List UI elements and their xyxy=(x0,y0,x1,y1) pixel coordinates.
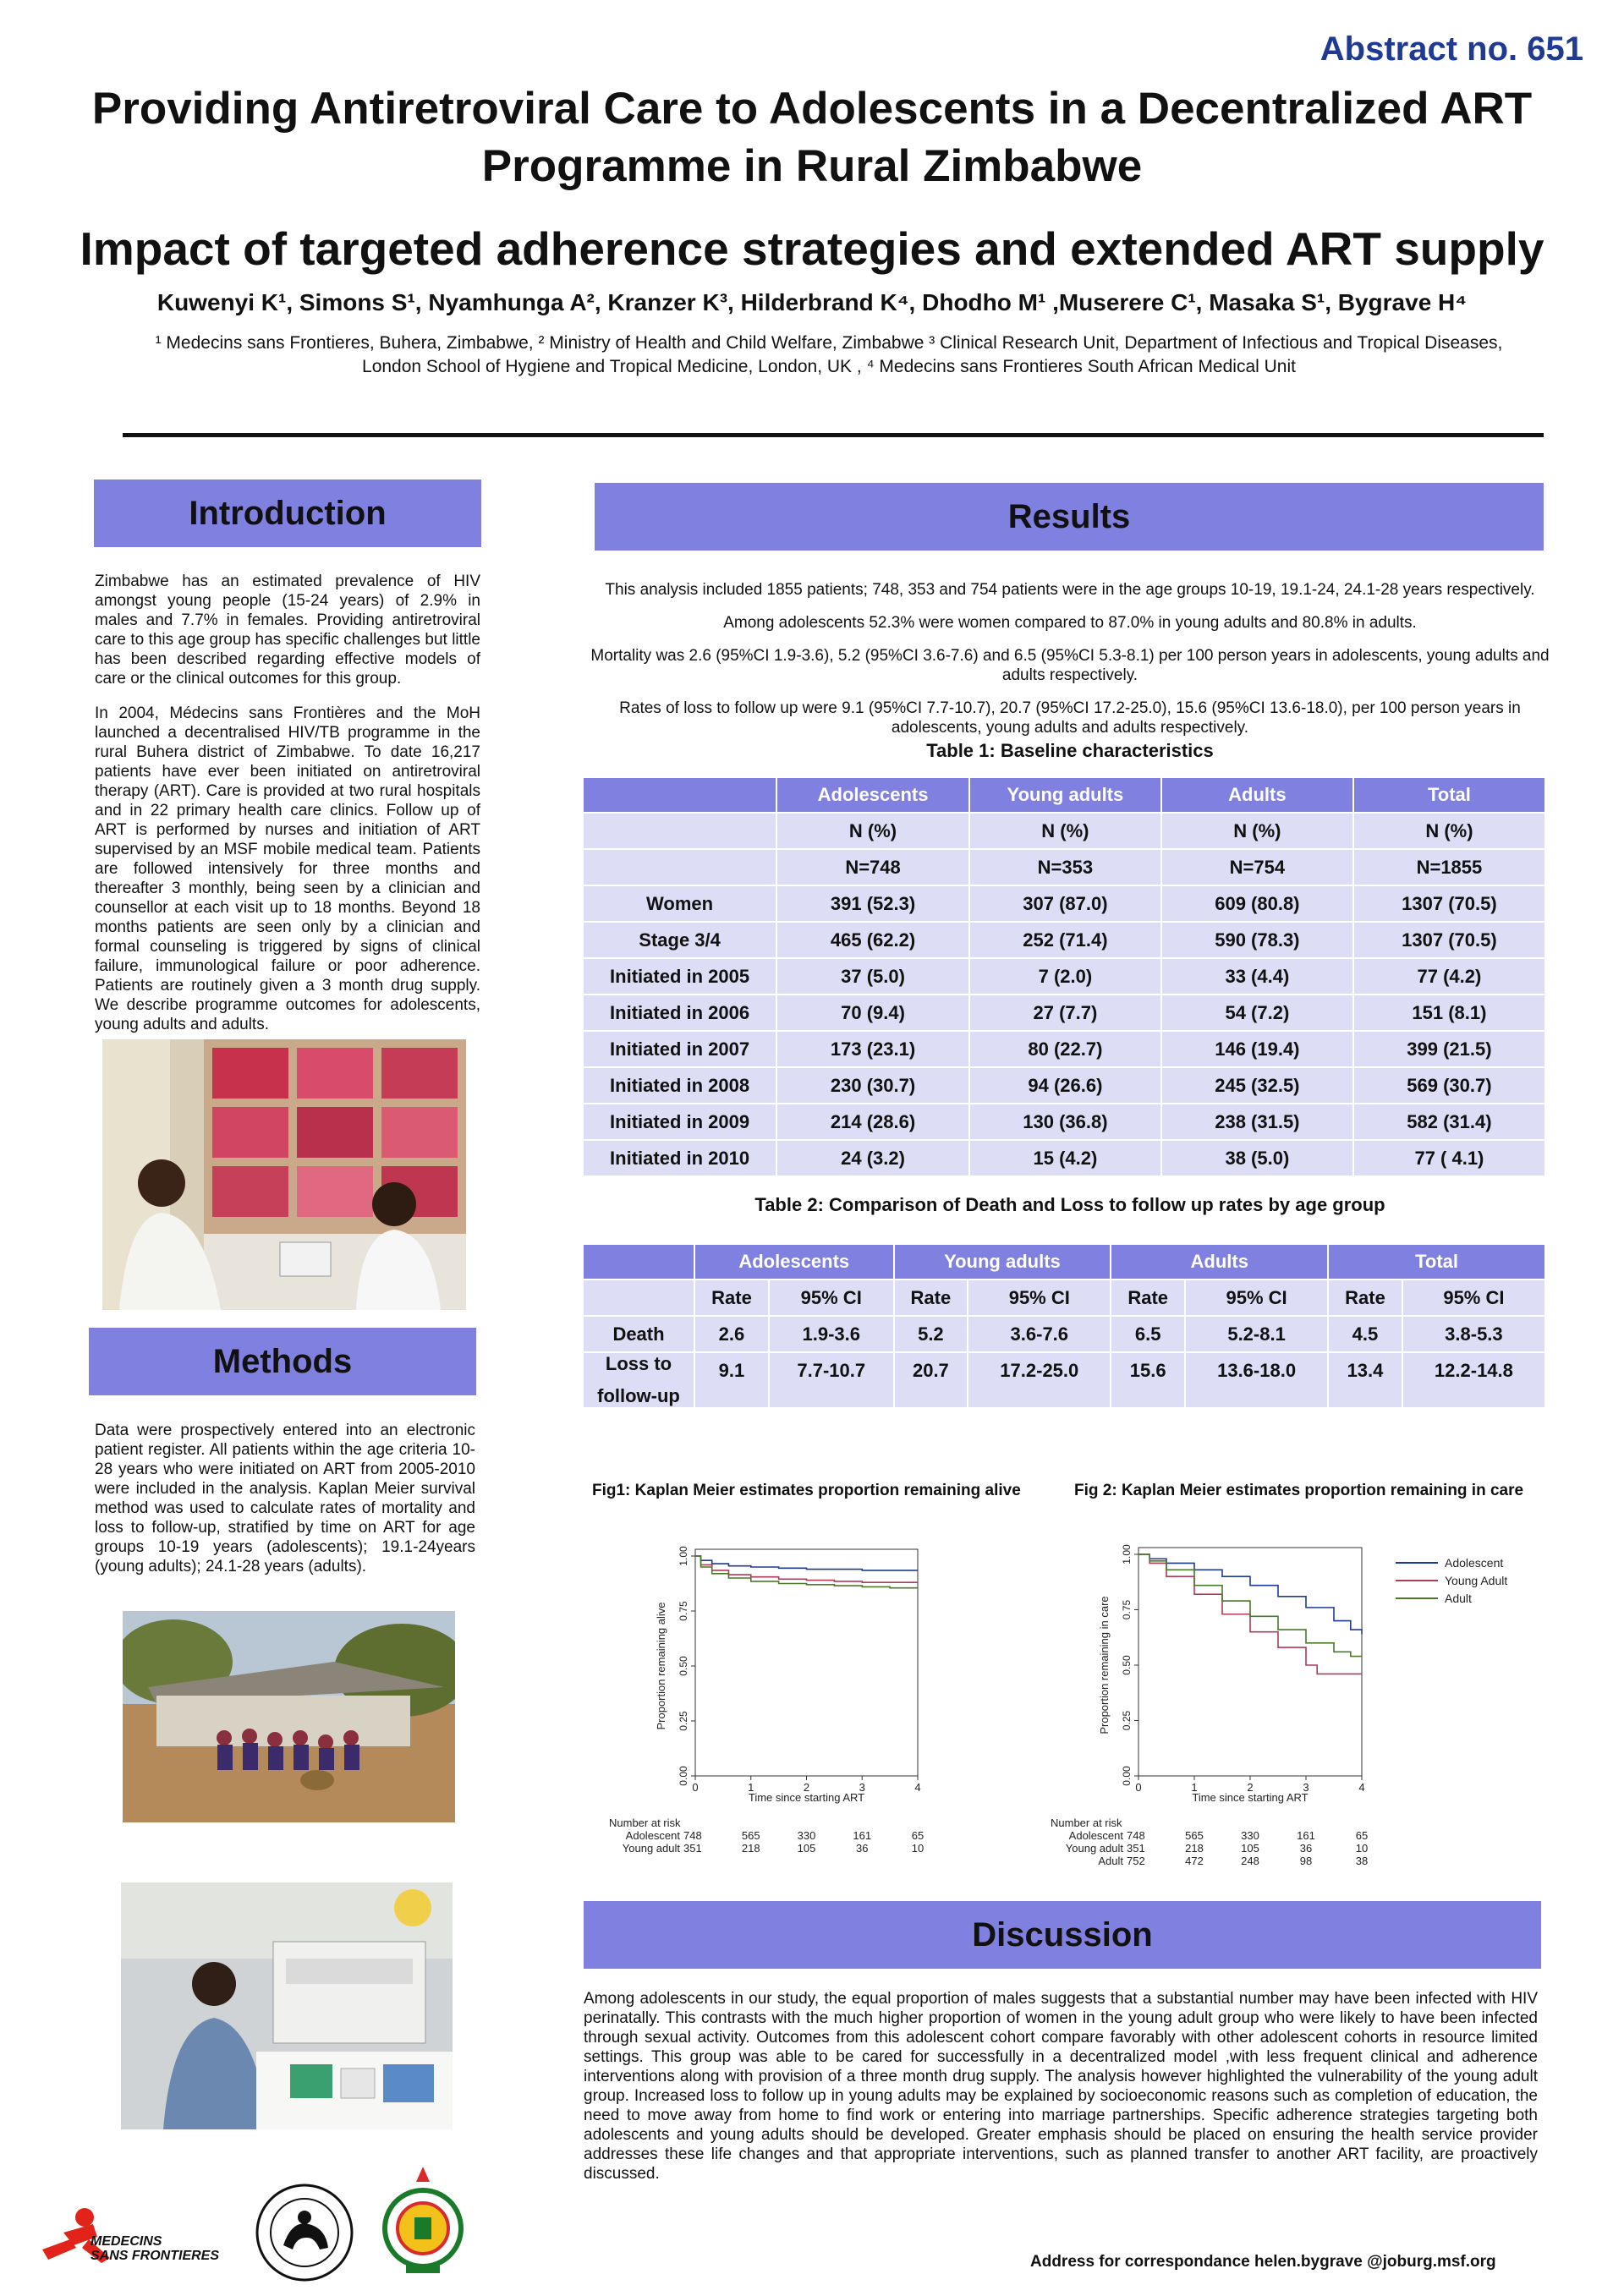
risk-value: 218 xyxy=(741,1842,760,1855)
table1-row-label: Women xyxy=(584,886,776,921)
table1-subheader-cell xyxy=(584,850,776,885)
table1-cell: 33 (4.4) xyxy=(1162,959,1352,994)
affiliations xyxy=(118,332,1539,379)
table2-cell: 13.4 xyxy=(1329,1353,1402,1407)
x-tick-label: 3 xyxy=(1303,1781,1309,1794)
risk-row-label: Adolescent xyxy=(625,1829,680,1842)
legend-label: Young Adult xyxy=(1445,1574,1508,1587)
table1-cell: 609 (80.8) xyxy=(1162,886,1352,921)
table-row xyxy=(584,1068,1544,1103)
risk-table-heading: Number at risk xyxy=(1051,1817,1122,1829)
table1-subheader-cell: N (%) xyxy=(1162,814,1352,848)
table1-cell: 7 (2.0) xyxy=(970,959,1160,994)
risk-value: 351 xyxy=(683,1842,702,1855)
table2-cell: 15.6 xyxy=(1111,1353,1184,1407)
methods-heading: Methods xyxy=(212,1343,353,1380)
y-tick-label: 1.00 xyxy=(1121,1544,1133,1564)
title-line-2: Programme in Rural Zimbabwe xyxy=(481,141,1143,191)
table2-row-label-line: follow-up xyxy=(597,1385,680,1406)
table2-subheader-cell: Rate xyxy=(1111,1280,1184,1315)
table1-header-cell xyxy=(584,778,776,812)
table1-header-cell: Adolescents xyxy=(777,778,968,812)
y-tick-label: 0.75 xyxy=(1121,1599,1133,1620)
title-line-1: Providing Antiretroviral Care to Adolescents in a Decentralized ART xyxy=(91,84,1533,134)
y-tick-label: 0.75 xyxy=(678,1601,689,1621)
abstract-number: Abstract no. 651 xyxy=(1320,30,1583,68)
table1-cell: 399 (21.5) xyxy=(1354,1032,1544,1066)
risk-value: 330 xyxy=(1241,1829,1259,1842)
table2-header-blank xyxy=(584,1245,694,1279)
table1-row-label: Initiated in 2009 xyxy=(584,1104,776,1139)
x-tick-label: 1 xyxy=(1191,1781,1198,1794)
table2-group-header: Young adults xyxy=(895,1245,1111,1279)
risk-value: 748 xyxy=(683,1829,702,1842)
risk-value: 565 xyxy=(1185,1829,1204,1842)
table2-subheader-blank xyxy=(584,1280,694,1315)
table1-row-label: Initiated in 2007 xyxy=(584,1032,776,1066)
table2-subheader-cell: 95% CI xyxy=(1403,1280,1544,1315)
msf-logo-line-2: SANS FRONTIERES xyxy=(91,2249,220,2263)
results-paragraph-3: Mortality was 2.6 (95%CI 1.9-3.6), 5.2 (95%CI 3.6-7.6) and 6.5 (95%CI 5.3-8.1) per 100 person years in adolescents, young adults and adults respectively. xyxy=(590,647,1550,684)
introduction-banner xyxy=(94,479,481,547)
table2-cell: 2.6 xyxy=(695,1317,768,1351)
baseline-characteristics-table xyxy=(582,776,1546,1177)
table2-cell: 6.5 xyxy=(1111,1317,1184,1351)
table1-cell: 15 (4.2) xyxy=(970,1141,1160,1175)
subtitle: Impact of targeted adherence strategies and extended ART supply xyxy=(80,222,1544,275)
table1-cell: 146 (19.4) xyxy=(1162,1032,1352,1066)
table2-cell: 12.2-14.8 xyxy=(1403,1353,1544,1407)
table1-row-label: Initiated in 2006 xyxy=(584,995,776,1030)
table2-group-header: Adults xyxy=(1111,1245,1327,1279)
x-axis-label: Time since starting ART xyxy=(748,1791,865,1804)
risk-value: 161 xyxy=(853,1829,872,1842)
outdoor-clinic-photo xyxy=(123,1611,455,1822)
table1-header-cell: Total xyxy=(1354,778,1544,812)
risk-value: 472 xyxy=(1185,1855,1204,1867)
y-tick-label: 0.25 xyxy=(1121,1710,1133,1731)
table1-row-label: Initiated in 2010 xyxy=(584,1141,776,1175)
table2-cell: 3.8-5.3 xyxy=(1403,1317,1544,1351)
risk-value: 105 xyxy=(1241,1842,1259,1855)
discussion-text xyxy=(584,1989,1538,2199)
table1-cell: 245 (32.5) xyxy=(1162,1068,1352,1103)
clinic-consultation-photo xyxy=(102,1039,466,1310)
x-tick-label: 4 xyxy=(914,1781,921,1794)
table1-subheader-row xyxy=(584,850,1544,885)
table2-cell: 5.2-8.1 xyxy=(1186,1317,1327,1351)
table2-subheader-cell: Rate xyxy=(1329,1280,1402,1315)
y-axis-label: Proportion remaining in care xyxy=(1098,1596,1111,1734)
table1-cell: 27 (7.7) xyxy=(970,995,1160,1030)
risk-value: 351 xyxy=(1127,1842,1145,1855)
x-tick-label: 1 xyxy=(748,1781,754,1794)
methods-text xyxy=(95,1421,475,1592)
fig1-chart xyxy=(592,1522,947,1877)
table1-cell: 569 (30.7) xyxy=(1354,1068,1544,1103)
table2-cell: 5.2 xyxy=(895,1317,968,1351)
table1-cell: 94 (26.6) xyxy=(970,1068,1160,1103)
table1-subheader-cell: N (%) xyxy=(777,814,968,848)
table1-caption: Table 1: Baseline characteristics xyxy=(926,740,1214,761)
legend-label: Adolescent xyxy=(1445,1556,1504,1570)
table1-subheader-cell: N=1855 xyxy=(1354,850,1544,885)
table1-header-row xyxy=(584,778,1544,812)
table-row xyxy=(584,1353,1544,1407)
risk-value: 10 xyxy=(911,1842,924,1855)
x-axis-label: Time since starting ART xyxy=(1192,1791,1309,1804)
risk-value: 65 xyxy=(911,1829,924,1842)
table1-cell: 582 (31.4) xyxy=(1354,1104,1544,1139)
fig1-svg xyxy=(592,1522,947,1877)
y-tick-label: 0.00 xyxy=(1121,1766,1133,1786)
table2-subheader-cell: Rate xyxy=(895,1280,968,1315)
introduction-paragraph-2: In 2004, Médecins sans Frontières and the MoH launched a decentralised HIV/TB programme in the rural Buhera district of Zimbabwe. To date 16,217 patients have ever been initiated on antiretroviral therapy (ART). Care is provided at two rural hospitals and in 22 primary health care clinics. Follow up of ART is performed by nurses and initiation of ART supervised by an MSF mobile medical team. Patients are followed intensively for three months and thereafter 3 monthly, being seen by a clinician and counsellor at each visit up to 18 months. Beyond 18 months patients are seen only by a clinician and formal counseling is triggered by signs of clinical failure, immunological failure or poor adherence. Patients are routinely given a 3 month drug supply. We describe programme outcomes for adolescents, young adults and adults. xyxy=(95,704,480,1033)
table-row xyxy=(584,959,1544,994)
table1-subheader-cell: N=748 xyxy=(777,850,968,885)
affiliations-line-1: ¹ Medecins sans Frontieres, Buhera, Zimbabwe, ² Ministry of Health and Child Welfare, Zimbabwe ³ Clinical Research Unit, Department of Infectious and Tropical Diseases, xyxy=(155,333,1503,353)
methods-paragraph-1: Data were prospectively entered into an electronic patient register. All patients within the age criteria 10-28 years who were initiated on ART from 2005-2010 were included in the analysis. Kaplan Meier survival method was used to calculate rates of mortality and loss to follow-up, stratified by time on ART for age groups 10-19 years (adolescents); 19.1-24years (young adults); 24.1-28 years (adults). xyxy=(95,1422,475,1575)
header-divider xyxy=(123,433,1544,437)
y-tick-label: 0.50 xyxy=(1121,1655,1133,1675)
table1-cell: 38 (5.0) xyxy=(1162,1141,1352,1175)
table2-row-label-line: Loss to xyxy=(605,1353,672,1374)
table1-cell: 1307 (70.5) xyxy=(1354,923,1544,957)
table2-cell: 13.6-18.0 xyxy=(1186,1353,1327,1407)
table1-header-cell: Young adults xyxy=(970,778,1160,812)
risk-value: 65 xyxy=(1355,1829,1369,1842)
discussion-banner xyxy=(584,1901,1541,1969)
table1-row-label: Stage 3/4 xyxy=(584,923,776,957)
y-tick-label: 0.25 xyxy=(678,1711,689,1731)
table1-cell: 70 (9.4) xyxy=(777,995,968,1030)
table1-subheader-cell xyxy=(584,814,776,848)
table1-cell: 24 (3.2) xyxy=(777,1141,968,1175)
legend-label: Adult xyxy=(1445,1592,1472,1605)
table1-row-label: Initiated in 2005 xyxy=(584,959,776,994)
results-paragraph-1: This analysis included 1855 patients; 748, 353 and 754 patients were in the age groups 10-19, 19.1-24, 24.1-28 years respectively. xyxy=(605,581,1535,599)
table1-cell: 37 (5.0) xyxy=(777,959,968,994)
table1-subheader-cell: N (%) xyxy=(970,814,1160,848)
table-row xyxy=(584,995,1544,1030)
risk-value: 10 xyxy=(1355,1842,1369,1855)
discussion-paragraph-1: Among adolescents in our study, the equal proportion of males suggests that a substantial number may have been infected with HIV perinatally. This contrasts with the much higher proportion of women in the young adult group who were likely to have been infected through sexual activity. Outcomes from this adolescent cohort compare favorably with other adolescent cohorts in resource limited settings. This group was able to be cared for successfully in a decentralized model ,with less frequent clinical and adherence interventions along with provision of a three month drug supply. The analysis however highlighted the vulnerability of the young adult group. Increased loss to follow up in young adults may be explained by socioeconomic reasons such as completion of education, the need to move away from home to find work or entering into marriage partnerships. Specific adherence strategies targeting both adolescents and young adults should be developed. Greater emphasis should be placed on ensuring the health service provider addresses these life changes and that appropriate interventions, such as planned transfer to another ART facility, are proactively discussed. xyxy=(584,1990,1538,2183)
introduction-paragraph-1: Zimbabwe has an estimated prevalence of HIV amongst young people (15-24 years) of 2.9% in males and 7.7% in females. Providing antiretroviral care to this age group has specific challenges but little has been described regarding effective models of care or the clinical outcomes for this group. xyxy=(95,573,480,688)
table2-cell: 9.1 xyxy=(695,1353,768,1407)
lshtm-seal-logo xyxy=(254,2182,355,2283)
table2-cell: 7.7-10.7 xyxy=(770,1353,893,1407)
table2-container xyxy=(582,1243,1546,1409)
fig1-title: Fig1: Kaplan Meier estimates proportion remaining alive xyxy=(592,1482,1021,1499)
risk-value: 565 xyxy=(741,1829,760,1842)
affiliations-line-2: London School of Hygiene and Tropical Medicine, London, UK , ⁴ Medecins sans Frontieres South African Medical Unit xyxy=(362,357,1296,376)
table1-subheader-cell: N=353 xyxy=(970,850,1160,885)
table1-cell: 238 (31.5) xyxy=(1162,1104,1352,1139)
table2-cell: 20.7 xyxy=(895,1353,968,1407)
risk-value: 36 xyxy=(856,1842,869,1855)
results-banner xyxy=(595,483,1544,551)
table-row xyxy=(584,1104,1544,1139)
risk-value: 38 xyxy=(1355,1855,1369,1867)
y-tick-label: 1.00 xyxy=(678,1546,689,1566)
table2-subheader-cell: 95% CI xyxy=(968,1280,1110,1315)
table1-container xyxy=(582,776,1546,1177)
table-row xyxy=(584,886,1544,921)
table1-cell: 230 (30.7) xyxy=(777,1068,968,1103)
risk-value: 218 xyxy=(1185,1842,1204,1855)
table1-cell: 391 (52.3) xyxy=(777,886,968,921)
table1-header-cell: Adults xyxy=(1162,778,1352,812)
table2-subheader-cell: Rate xyxy=(695,1280,768,1315)
table1-cell: 465 (62.2) xyxy=(777,923,968,957)
risk-row-label: Adolescent xyxy=(1068,1829,1123,1842)
y-tick-label: 0.50 xyxy=(678,1656,689,1676)
risk-value: 752 xyxy=(1127,1855,1145,1867)
table1-cell: 80 (22.7) xyxy=(970,1032,1160,1066)
results-heading: Results xyxy=(1007,498,1131,535)
msf-logo xyxy=(38,2199,224,2266)
risk-value: 248 xyxy=(1241,1855,1259,1867)
table1-cell: 214 (28.6) xyxy=(777,1104,968,1139)
risk-row-label: Young adult xyxy=(622,1842,680,1855)
table1-subheader-cell: N=754 xyxy=(1162,850,1352,885)
x-tick-label: 0 xyxy=(1135,1781,1142,1794)
fig2-title: Fig 2: Kaplan Meier estimates proportion remaining in care xyxy=(1074,1482,1524,1499)
correspondence-address: Address for correspondance helen.bygrave @joburg.msf.org xyxy=(1030,2253,1496,2271)
table1-cell: 590 (78.3) xyxy=(1162,923,1352,957)
table2-subheader-cell: 95% CI xyxy=(770,1280,893,1315)
results-paragraph-2: Among adolescents 52.3% were women compared to 87.0% in young adults and 80.8% in adults. xyxy=(723,614,1417,632)
discussion-heading: Discussion xyxy=(972,1916,1153,1954)
introduction-heading: Introduction xyxy=(189,495,387,532)
risk-value: 105 xyxy=(797,1842,816,1855)
x-tick-label: 3 xyxy=(859,1781,865,1794)
table1-cell: 130 (36.8) xyxy=(970,1104,1160,1139)
msf-logo-line-1: MEDECINS xyxy=(91,2234,162,2249)
km-series-line xyxy=(695,1556,918,1570)
risk-value: 36 xyxy=(1299,1842,1313,1855)
table-row xyxy=(584,1317,1544,1351)
risk-row-label: Adult xyxy=(1098,1855,1123,1867)
table1-cell: 151 (8.1) xyxy=(1354,995,1544,1030)
authors: Kuwenyi K¹, Simons S¹, Nyamhunga A², Kranzer K³, Hilderbrand K⁴, Dhodho M¹ ,Muserere C¹, Masaka S¹, Bygrave H⁴ xyxy=(156,289,1468,315)
table2-cell: 4.5 xyxy=(1329,1317,1402,1351)
risk-row-label: Young adult xyxy=(1065,1842,1123,1855)
table1-cell: 173 (23.1) xyxy=(777,1032,968,1066)
table2-header-row xyxy=(584,1245,1544,1279)
methods-banner xyxy=(89,1328,476,1395)
km-series-line xyxy=(1138,1554,1362,1657)
risk-value: 748 xyxy=(1127,1829,1145,1842)
risk-value: 330 xyxy=(797,1829,816,1842)
x-tick-label: 4 xyxy=(1358,1781,1365,1794)
fig2-chart xyxy=(1034,1522,1541,1877)
table2-row-label xyxy=(584,1353,694,1407)
table1-cell: 77 (4.2) xyxy=(1354,959,1544,994)
zimbabwe-moh-logo xyxy=(381,2165,465,2275)
table1-cell: 307 (87.0) xyxy=(970,886,1160,921)
fig2-svg xyxy=(1034,1522,1541,1877)
risk-value: 98 xyxy=(1299,1855,1313,1867)
x-tick-label: 2 xyxy=(1247,1781,1254,1794)
pharmacy-photo xyxy=(121,1882,453,2129)
table1-row-label: Initiated in 2008 xyxy=(584,1068,776,1103)
table1-cell: 252 (71.4) xyxy=(970,923,1160,957)
results-text xyxy=(584,580,1556,737)
x-tick-label: 0 xyxy=(692,1781,699,1794)
table1-cell: 54 (7.2) xyxy=(1162,995,1352,1030)
table1-subheader-row xyxy=(584,814,1544,848)
table2-group-header: Total xyxy=(1329,1245,1544,1279)
table2-subheader-cell: 95% CI xyxy=(1186,1280,1327,1315)
introduction-text xyxy=(95,572,480,1049)
table2-row-label: Death xyxy=(584,1317,694,1351)
table1-cell: 77 ( 4.1) xyxy=(1354,1141,1544,1175)
death-ltfu-rates-table xyxy=(582,1243,1546,1409)
x-tick-label: 2 xyxy=(803,1781,810,1794)
results-paragraph-4: Rates of loss to follow up were 9.1 (95%CI 7.7-10.7), 20.7 (95%CI 17.2-25.0), 15.6 (95%CI 13.6-18.0), per 100 person years in adolescents, young adults and adults respectively. xyxy=(619,699,1521,737)
y-axis-label: Proportion remaining alive xyxy=(655,1602,667,1730)
table1-subheader-cell: N (%) xyxy=(1354,814,1544,848)
table2-group-header: Adolescents xyxy=(695,1245,893,1279)
y-tick-label: 0.00 xyxy=(678,1766,689,1786)
table2-cell: 17.2-25.0 xyxy=(968,1353,1110,1407)
table-row xyxy=(584,923,1544,957)
table-row xyxy=(584,1141,1544,1175)
table1-cell: 1307 (70.5) xyxy=(1354,886,1544,921)
table2-cell: 3.6-7.6 xyxy=(968,1317,1110,1351)
risk-value: 161 xyxy=(1297,1829,1315,1842)
table2-cell: 1.9-3.6 xyxy=(770,1317,893,1351)
table2-subheader-row xyxy=(584,1280,1544,1315)
table2-caption: Table 2: Comparison of Death and Loss to follow up rates by age group xyxy=(754,1194,1385,1215)
risk-table-heading: Number at risk xyxy=(609,1817,681,1829)
table-row xyxy=(584,1032,1544,1066)
